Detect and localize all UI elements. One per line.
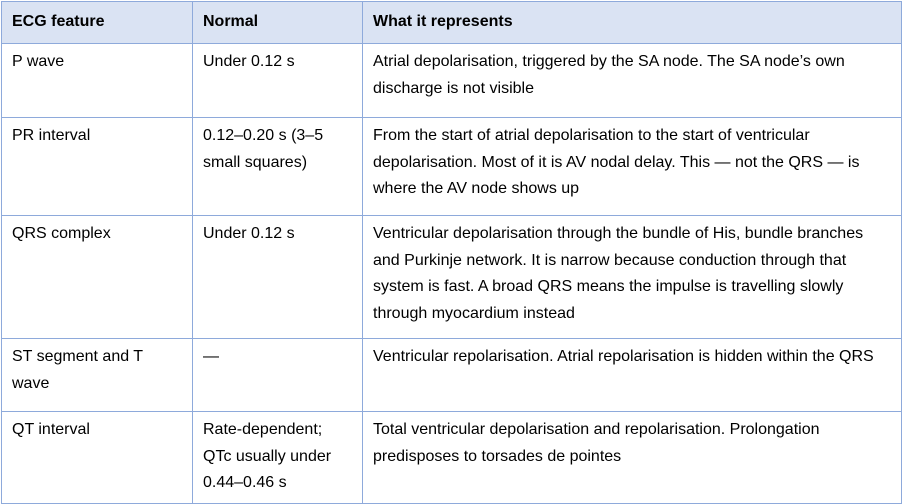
cell-represents: Ventricular repolarisation. Atrial repolarisation is hidden within the QRS	[363, 339, 902, 412]
table-header	[2, 2, 902, 44]
cell-represents: Total ventricular depolarisation and repolarisation. Prolongation predisposes to torsades de pointes	[363, 412, 902, 504]
cell-feature: QRS complex	[2, 216, 193, 339]
cell-represents: Atrial depolarisation, triggered by the SA node. The SA node’s own discharge is not visible	[363, 44, 902, 118]
header-normal: Normal	[193, 2, 363, 44]
table-row	[2, 44, 902, 118]
ecg-features-table	[1, 1, 902, 504]
cell-feature: P wave	[2, 44, 193, 118]
table-row	[2, 412, 902, 504]
cell-normal: —	[193, 339, 363, 412]
table-row	[2, 118, 902, 216]
cell-feature: PR interval	[2, 118, 193, 216]
cell-represents: From the start of atrial depolarisation to the start of ventricular depolarisation. Most of it is AV nodal delay. This — not the QRS — is where the AV node shows up	[363, 118, 902, 216]
cell-normal: Under 0.12 s	[193, 44, 363, 118]
cell-normal: Under 0.12 s	[193, 216, 363, 339]
table-body	[2, 44, 902, 504]
cell-feature: ST segment and T wave	[2, 339, 193, 412]
table-row	[2, 216, 902, 339]
cell-normal: 0.12–0.20 s (3–5 small squares)	[193, 118, 363, 216]
table-row	[2, 339, 902, 412]
cell-represents: Ventricular depolarisation through the bundle of His, bundle branches and Purkinje network. It is narrow because conduction through that system is fast. A broad QRS means the impulse is travelling slowly through myocardium instead	[363, 216, 902, 339]
cell-normal: Rate-dependent; QTc usually under 0.44–0.46 s	[193, 412, 363, 504]
header-what-it-represents: What it represents	[363, 2, 902, 44]
cell-feature: QT interval	[2, 412, 193, 504]
header-ecg-feature: ECG feature	[2, 2, 193, 44]
header-row	[2, 2, 902, 44]
